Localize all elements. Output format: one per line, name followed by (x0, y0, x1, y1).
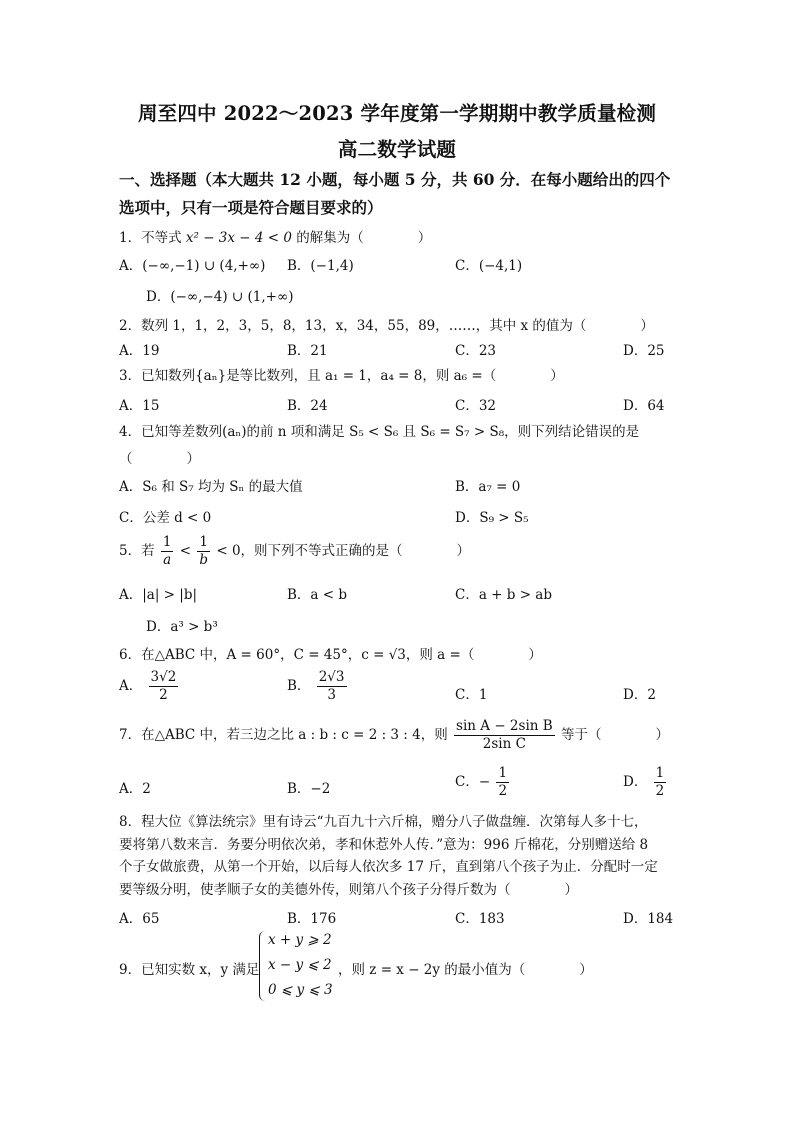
q7-stem-post: 等于（ ） (560, 727, 669, 743)
q9-stem-post: ，则 z = x − 2y 的最小值为（ ） (338, 962, 593, 978)
q5-frac2-denominator: b (199, 552, 209, 568)
q9-system-brace (259, 931, 268, 1001)
q6-option-a-label: A． (119, 678, 143, 694)
q1-stem-post: 的解集为（ ） (296, 230, 432, 246)
q6-option-b (287, 669, 349, 704)
q6-option-b-label: B． (287, 678, 311, 694)
q7-stem-pre: 7．在△ABC 中，若三边之比 a : b : c = 2 : 3 : 4，则 (119, 727, 448, 743)
q8-option-a: A．65 (119, 911, 160, 927)
q1-option-a: A．(−∞,−1) ∪ (4,+∞) (119, 258, 266, 274)
q7-stem (119, 718, 669, 753)
q5-fraction-1-over-b (197, 534, 210, 569)
q6-b-denominator: 3 (327, 687, 336, 703)
q7-frac-numerator: sin A − 2sin B (456, 718, 553, 734)
q5-frac2-numerator: 1 (197, 534, 210, 552)
exam-subtitle: 高二数学试题 (337, 138, 457, 161)
q6-b-numerator: 2√3 (318, 669, 345, 685)
q6-option-a (119, 669, 180, 704)
q6-option-d: D．2 (623, 687, 656, 703)
q6-option-a-fraction (149, 669, 179, 704)
q4-option-b: B．a₇ = 0 (455, 479, 521, 495)
q5-frac1-numerator: 1 (162, 534, 172, 550)
q3-option-a: A．15 (119, 398, 160, 414)
q9-constraint-3: 0 ⩽ y ⩽ 3 (268, 982, 333, 998)
q9-constraint-1: x + y ⩾ 2 (268, 932, 332, 948)
q7-option-c-label: C．− (455, 774, 491, 790)
q7-fraction (454, 718, 555, 753)
q3-option-c: C．32 (455, 398, 497, 414)
q7-option-c (455, 765, 511, 800)
q1-option-c: C．(−4,1) (455, 258, 523, 274)
q7-d-numerator: 1 (655, 765, 665, 781)
q5-option-c: C．a + b > ab (455, 587, 552, 603)
q5-less-than: < (179, 543, 192, 559)
q1-stem-math: x² − 3x − 4 < 0 (185, 230, 292, 246)
q5-stem (119, 534, 470, 569)
q7-option-c-fraction (496, 765, 509, 800)
q2-option-b: B．21 (287, 343, 328, 359)
q8-stem (119, 811, 674, 901)
q2-option-a: A．19 (119, 343, 160, 359)
section-heading-line2: 选项中，只有一项是符合题目要求的） (119, 198, 383, 217)
q8-stem-line1: 8．程大位《算法统宗》里有诗云“九百九十六斤棉，赠分八子做盘缠．次第每人多十七， (119, 814, 648, 830)
q8-stem-line3: 个子女做旅费，从第一个开始，以后每人依次多 17 斤，直到第八个孩子为止．分配时一定 (119, 859, 658, 875)
q8-option-d: D．184 (623, 911, 674, 927)
q7-frac-denominator: 2sin C (482, 736, 526, 752)
q6-stem: 6．在△ABC 中，A = 60°，C = 45°，c = √3，则 a =（ ） (119, 647, 542, 663)
q9-constraint-2: x − y ⩽ 2 (268, 957, 332, 973)
q5-option-a: A．|a| > |b| (119, 587, 198, 603)
q7-option-b: B．−2 (287, 781, 331, 797)
q5-fraction-1-over-a (161, 534, 174, 569)
section-heading (119, 166, 679, 222)
q7-option-d-fraction (654, 765, 667, 800)
q1-option-b: B．(−1,4) (287, 258, 354, 274)
q9-stem-pre: 9．已知实数 x，y 满足 (119, 962, 260, 978)
q7-c-denominator: 2 (498, 783, 508, 799)
q8-option-c: C．183 (455, 911, 505, 927)
q5-frac1-denominator: a (163, 552, 172, 568)
q2-stem: 2．数列 1，1，2，3，5，8，13，x，34，55，89，……，其中 x 的值为（ ） (119, 318, 654, 334)
q8-stem-line2: 要将第八数来言．务要分明依次弟，孝和休惹外人传．”意为：996 斤棉花，分别赠送给 8 (119, 836, 649, 853)
q7-option-d (623, 765, 668, 800)
q5-stem-post: < 0，则下列不等式正确的是（ ） (216, 543, 471, 559)
q8-option-b: B．176 (287, 911, 337, 927)
q2-option-c: C．23 (455, 343, 497, 359)
q1-stem (119, 226, 431, 246)
q3-option-b: B．24 (287, 398, 328, 414)
q4-option-d: D．S₉ > S₅ (455, 510, 529, 526)
q5-stem-pre: 5．若 (119, 543, 155, 559)
q6-option-b-fraction (317, 669, 347, 704)
q1-option-d: D．(−∞,−4) ∪ (1,+∞) (146, 289, 294, 305)
q4-stem-line1: 4．已知等差数列(aₙ)的前 n 项和满足 S₅ < S₆ 且 S₆ = S₇ > S₈，则下列结论错误的是 (119, 424, 640, 440)
q5-option-b: B．a < b (287, 587, 348, 603)
q4-option-a: A．S₆ 和 S₇ 均为 Sₙ 的最大值 (119, 479, 303, 495)
q7-c-numerator: 1 (498, 765, 508, 781)
q2-option-d: D．25 (623, 343, 665, 359)
q1-stem-pre: 1．不等式 (119, 230, 182, 246)
q5-option-d: D．a³ > b³ (146, 619, 218, 635)
exam-title: 周至四中 2022～2023 学年度第一学期期中教学质量检测 (137, 102, 657, 125)
q6-option-c: C．1 (455, 687, 488, 703)
q3-stem: 3．已知数列{aₙ}是等比数列，且 a₁ = 1，a₄ = 8，则 a₆ =（ ） (119, 368, 564, 384)
q6-a-numerator: 3√2 (150, 669, 177, 685)
q6-a-denominator: 2 (159, 687, 168, 703)
q7-d-denominator: 2 (655, 783, 665, 799)
q8-stem-line4: 要等级分明，使孝顺子女的美德外传，则第八个孩子分得斤数为（ ） (119, 881, 578, 898)
section-heading-line1: 一、选择题（本大题共 12 小题，每小题 5 分，共 60 分．在每小题给出的四个 (119, 170, 671, 189)
q7-option-a: A．2 (119, 781, 151, 797)
q4-stem-line2: （ ） (119, 451, 200, 467)
q7-option-d-label: D． (623, 774, 648, 790)
q4-option-c: C．公差 d < 0 (119, 510, 212, 526)
q3-option-d: D．64 (623, 398, 665, 414)
